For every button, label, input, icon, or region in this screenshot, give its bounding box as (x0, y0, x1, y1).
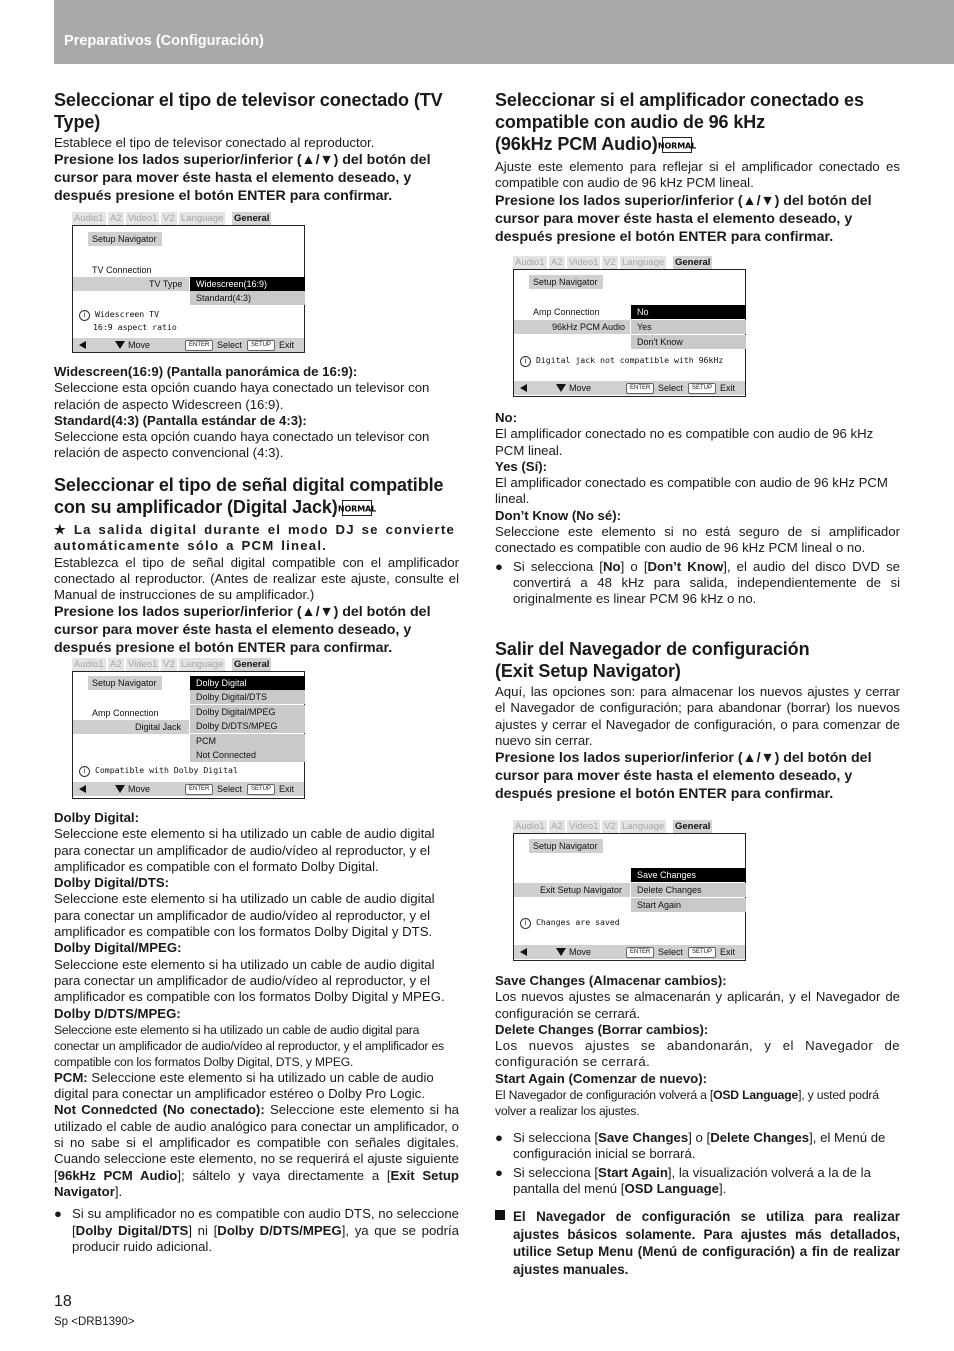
tv-type-intro: Establece el tipo de televisor conectado al reproductor. (54, 135, 375, 150)
svg-text:NORMAL: NORMAL (337, 504, 376, 514)
exit-intro: Aquí, las opciones son: para almacenar los nuevos ajustes y cerrar el Navegador de configuración; para abandonar (borrar) los nuevos ajustes y cerrar el Navegador de configuración, o para comenzar de nuevo sin cerrar. (495, 684, 900, 748)
def-desc: El amplificador conectado no es compatible con audio de 96 kHz PCM lineal. (495, 426, 874, 458)
bullet-text: Si su amplificador no es compatible con audio DTS, no seleccione [ (72, 1206, 459, 1238)
bullet-text: ], el audio del disco DVD se convertirá a 48 kHz para salida, independientemente de si originalmente es linear PCM 96 kHz o no. (513, 558, 900, 607)
info-icon: i (79, 310, 90, 321)
tab-a2: A2 (551, 257, 563, 268)
tab-a2: A2 (110, 213, 122, 224)
dj-intro: Establezca el tipo de señal digital compatible con el amplificador conectado al reproductor. (Antes de realizar este ajuste, consulte el Manual de instrucciones de su amplificador.) (54, 554, 459, 603)
tab-v2: V2 (163, 213, 175, 224)
osd-option: Don't Know (631, 335, 746, 349)
tab-language: Language (622, 821, 665, 832)
def-desc: Seleccione este elemento si ha utilizado un cable de audio digital para conectar un amplificador de audio/vídeo al reproductor, y el amplificador es compatible con los formatos Dolby Digital y DTS. (54, 891, 435, 940)
osd-body (513, 269, 746, 397)
info-icon: i (520, 356, 531, 367)
osd-info-text: Changes are saved (535, 917, 620, 927)
left-arrow-icon (520, 384, 527, 392)
tv-type-instruction: Presione los lados superior/inferior (▲/▼) del botón del cursor para mover éste hasta el elemento deseado, y después presione el botón ENTER para confirmar. (54, 152, 431, 205)
menu-ref: OSD Language (713, 1088, 799, 1103)
osd-exit: Exit (720, 383, 736, 393)
title-line1: Seleccionar el tipo de señal digital compatible (54, 475, 444, 495)
exit-instruction: Presione los lados superior/inferior (▲/▼) del botón del cursor para mover éste hasta el elemento deseado, y después presione el botón ENTER para confirmar. (495, 750, 872, 803)
osd-option: Standard(4:3) (190, 291, 305, 305)
osd-info (520, 916, 620, 929)
tab-audio1: Audio1 (515, 821, 545, 832)
pcm96-definitions (495, 410, 900, 608)
osd-info-text: Digital jack not compatible with 96kHz (535, 355, 724, 365)
osd-info (79, 764, 238, 777)
menu-ref: Save Changes (598, 1130, 689, 1146)
bullet-text: ], ya que se podría producir ruido adicional. (72, 1222, 460, 1254)
osd-select: Select (217, 340, 243, 350)
osd-move: Move (569, 383, 592, 393)
osd-info (520, 354, 723, 367)
osd-info (79, 308, 177, 334)
osd-body (513, 833, 746, 961)
tab-v2: V2 (604, 257, 616, 268)
tv-type-title: Seleccionar el tipo de televisor conectado (TV Type) (54, 90, 443, 132)
tab-video1: Video1 (569, 257, 599, 268)
title-line1: Salir del Navegador de configuración (495, 639, 810, 659)
osd-option: PCM (190, 734, 305, 748)
osd-option: Start Again (631, 898, 746, 912)
setup-key: SETUP (247, 784, 275, 795)
osd-option: Delete Changes (631, 883, 746, 897)
def-term: Dolby D/DTS/MPEG: (54, 1005, 181, 1021)
dj-instruction: Presione los lados superior/inferior (▲/▼) del botón del cursor para mover éste hasta el elemento deseado, y después presione el botón ENTER para confirmar. (54, 604, 431, 657)
tab-general: General (675, 257, 711, 268)
osd-tabs (513, 818, 746, 834)
bullet-icon: ● (495, 558, 503, 574)
def-term: Delete Changes (Borrar cambios): (495, 1021, 709, 1037)
tab-general: General (675, 821, 711, 832)
def-desc: Seleccione esta opción cuando haya conectado un televisor con relación de aspecto convencional (4:3). (54, 429, 430, 461)
exit-definitions (495, 973, 900, 1278)
tab-general: General (234, 213, 270, 224)
normal-badge-icon (337, 500, 376, 516)
menu-ref: Dolby D/DTS/MPEG (217, 1222, 342, 1238)
osd-option: Dolby Digital/DTS (190, 690, 305, 704)
def-desc: ]. (114, 1183, 123, 1199)
bullet-text: ] o [ (620, 558, 648, 574)
digital-jack-screen (72, 656, 305, 800)
osd-item-label: 96kHz PCM Audio (552, 322, 626, 332)
pcm96-section (495, 89, 900, 246)
tab-v2: V2 (604, 821, 616, 832)
title-line1: Seleccionar si el amplificador conectado es (495, 90, 864, 110)
bullet-icon: ● (495, 1164, 503, 1180)
osd-move: Move (569, 947, 592, 957)
osd-item-label: Exit Setup Navigator (540, 885, 623, 895)
bullet-text: Si selecciona [ (513, 558, 603, 574)
osd-item-label: TV Type (149, 279, 183, 289)
tab-video1: Video1 (128, 659, 158, 670)
osd-nav-label: Setup Navigator (533, 277, 598, 287)
menu-ref: Exit Setup Navigator (54, 1167, 459, 1199)
def-term: Dolby Digital: (54, 810, 139, 825)
exit-bullet-1 (495, 1130, 900, 1163)
menu-ref: No (602, 558, 621, 574)
digital-jack-definitions (54, 810, 459, 1255)
def-desc: Los nuevos ajustes se abandonarán, y el Navegador de configuración se cerrará. (495, 1038, 900, 1070)
tab-v2: V2 (163, 659, 175, 670)
exit-section (495, 638, 900, 803)
down-arrow-icon (115, 785, 125, 793)
osd-select: Select (217, 784, 243, 794)
header-banner (54, 0, 954, 64)
osd-exit: Exit (720, 947, 736, 957)
dts-bullet (54, 1206, 459, 1255)
def-term: Save Changes (Almacenar cambios): (495, 973, 727, 988)
def-term: Standard(4:3) (Pantalla estándar de 4:3): (54, 412, 307, 428)
tab-audio1: Audio1 (74, 213, 104, 224)
bullet-text: ], el Menú de configuración inicial se borrará. (513, 1130, 886, 1162)
square-bullet-icon (495, 1210, 505, 1220)
down-arrow-icon (556, 948, 566, 956)
osd-option-selected: Save Changes (631, 868, 746, 882)
left-arrow-icon (79, 341, 86, 349)
osd-move: Move (128, 340, 151, 350)
setup-key: SETUP (688, 383, 716, 394)
osd-exit: Exit (279, 340, 295, 350)
setup-key: SETUP (247, 340, 275, 351)
tab-language: Language (622, 257, 665, 268)
osd-body (72, 225, 305, 353)
def-term: PCM: (54, 1069, 88, 1085)
osd-group-label: Amp Connection (92, 708, 159, 718)
pcm96-instruction: Presione los lados superior/inferior (▲/▼) del botón del cursor para mover éste hasta el elemento deseado, y después presione el botón ENTER para confirmar. (495, 192, 872, 245)
osd-option: Dolby Digital/MPEG (190, 705, 305, 719)
tab-a2: A2 (551, 821, 563, 832)
def-desc: Seleccione este elemento si ha utilizado un cable de audio digital para conectar un amplificador de audio/vídeo al reproductor, y el amplificador es compatible con el formato Dolby Digital. (54, 826, 435, 874)
down-arrow-icon (556, 384, 566, 392)
def-desc: El amplificador conectado es compatible con audio de 96 kHz PCM lineal. (495, 475, 888, 507)
section-title: Preparativos (Configuración) (64, 33, 264, 49)
enter-key: ENTER (626, 383, 654, 394)
info-icon: i (79, 766, 90, 777)
osd-nav-label: Setup Navigator (92, 234, 157, 244)
pcm96-screen (513, 254, 746, 398)
osd-option: Yes (631, 320, 746, 334)
exit-screen (513, 818, 746, 962)
bullet-text: ] ni [ (188, 1222, 218, 1238)
menu-ref: OSD Language (624, 1180, 719, 1196)
osd-group-label: Amp Connection (533, 307, 600, 317)
enter-key: ENTER (185, 340, 213, 351)
bullet-text: Si selecciona [ (513, 1130, 599, 1146)
exit-bullet-2 (495, 1165, 900, 1198)
menu-ref: Delete Changes (710, 1130, 810, 1146)
menu-ref: Dolby Digital/DTS (75, 1222, 189, 1238)
osd-info-line1: Widescreen TV (94, 309, 160, 319)
start-again-desc (495, 1087, 900, 1119)
tab-general: General (234, 659, 270, 670)
page-number: 18 (54, 1293, 72, 1310)
osd-option: Not Connected (190, 748, 305, 762)
osd-footer (73, 338, 304, 352)
osd-info-text: Compatible with Dolby Digital (94, 765, 238, 775)
def-term: Start Again (Comenzar de nuevo): (495, 1070, 707, 1086)
note-text: El Navegador de configuración se utiliza para realizar ajustes básicos solamente. Para ajustes más detallados, utilice Setup Menu (Menú de configuración) a fin de realizar ajustes manuales. (513, 1209, 900, 1277)
tab-audio1: Audio1 (74, 659, 104, 670)
def-term: Yes (Sí): (495, 458, 548, 474)
osd-select: Select (658, 383, 684, 393)
def-desc: Seleccione esta opción cuando haya conectado un televisor con relación de aspecto Widescreen (16:9). (54, 380, 430, 412)
osd-body (72, 671, 305, 799)
tv-type-screen (72, 210, 305, 354)
bullet-text: ] o [ (688, 1130, 711, 1146)
def-desc: Seleccione este elemento si ha utilizado un cable de audio digital para conectar un amplificador estéreo o Dolby Pro Logic. (54, 1069, 434, 1102)
osd-tabs (72, 656, 305, 672)
pcm96-title (495, 89, 900, 155)
def-desc: ]; sáltelo y vaya directamente a [ (177, 1167, 391, 1183)
osd-footer (73, 782, 304, 796)
osd-option-selected: Dolby Digital (190, 676, 305, 690)
osd-item-label: Digital Jack (135, 722, 182, 732)
def-desc: El Navegador de configuración volverá a [ (495, 1088, 714, 1103)
osd-option: Dolby D/DTS/MPEG (190, 719, 305, 733)
title-line2: compatible con audio de 96 kHz (495, 112, 766, 132)
tab-language: Language (181, 213, 224, 224)
svg-text:NORMAL: NORMAL (657, 141, 696, 151)
def-desc: Seleccione este elemento si ha utilizado el cable de audio analógico para conectar un amplificador, o si no sabe si el amplificador es compatible con señales digitales. Cuando seleccione este elemento, no se requerirá el ajuste siguiente [ (54, 1102, 459, 1183)
def-term: Not Connedcted (No conectado): (54, 1102, 265, 1118)
left-arrow-icon (79, 785, 86, 793)
tab-video1: Video1 (569, 821, 599, 832)
bullet-icon: ● (54, 1206, 62, 1222)
info-icon: i (520, 918, 531, 929)
tv-type-definitions (54, 364, 459, 462)
pcm96-intro: Ajuste este elemento para reflejar si el amplificador conectado es compatible con audio de 96 kHz PCM lineal. (495, 159, 900, 191)
osd-option-selected: Widescreen(16:9) (190, 277, 305, 291)
normal-badge-icon (657, 137, 696, 153)
def-desc: Seleccione este elemento si no está seguro de si amplificador conectado es compatible con audio de 96 kHz PCM lineal o no. (495, 524, 900, 556)
tab-video1: Video1 (128, 213, 158, 224)
left-arrow-icon (520, 948, 527, 956)
tv-type-section (54, 89, 459, 205)
def-term: No: (495, 410, 517, 425)
document-code: Sp <DRB1390> (54, 1316, 135, 1328)
def-term: Don’t Know (No sé): (495, 507, 621, 523)
menu-ref: Start Again (598, 1164, 668, 1180)
title-line2: (Exit Setup Navigator) (495, 661, 681, 681)
not-connected-definition (54, 1102, 459, 1200)
def-desc: Seleccione este elemento si ha utilizado un cable de audio digital para conectar un amplificador de audio/vídeo al reproductor, y el amplificador es compatible con los formatos Dolby Digital, DTS, y MPEG. (54, 1022, 444, 1069)
title-line2: con su amplificador (Digital Jack) (54, 497, 338, 517)
bullet-icon: ● (495, 1130, 503, 1146)
osd-select: Select (658, 947, 684, 957)
bullet-text: Si selecciona [ (513, 1164, 599, 1180)
exit-title (495, 638, 900, 682)
dj-star-note: ★ La salida digital durante el modo DJ se convierte automáticamente sólo a PCM lineal. (54, 522, 456, 554)
osd-nav-label: Setup Navigator (533, 841, 598, 851)
digital-jack-title (54, 474, 459, 518)
menu-ref: 96kHz PCM Audio (57, 1167, 178, 1183)
osd-move: Move (128, 784, 151, 794)
enter-key: ENTER (185, 784, 213, 795)
osd-nav-label: Setup Navigator (92, 678, 157, 688)
osd-group-label: TV Connection (92, 265, 152, 275)
tab-audio1: Audio1 (515, 257, 545, 268)
def-term: Dolby Digital/DTS: (54, 875, 170, 891)
osd-option-selected: No (631, 305, 746, 319)
final-note (495, 1208, 900, 1278)
bullet-text: ]. (718, 1180, 727, 1196)
pcm96-bullet (495, 559, 900, 608)
setup-key: SETUP (688, 947, 716, 958)
osd-tabs (72, 210, 305, 226)
bullet-text: ], la visualización volverá a la de la pantalla del menú [ (513, 1164, 871, 1196)
tab-language: Language (181, 659, 224, 670)
digital-jack-section (54, 474, 459, 657)
osd-footer (514, 945, 745, 959)
tab-a2: A2 (110, 659, 122, 670)
osd-tabs (513, 254, 746, 270)
def-term: Widescreen(16:9) (Pantalla panorámica de 16:9): (54, 364, 358, 379)
pcm-definition (54, 1070, 459, 1103)
menu-ref: Don’t Know (647, 558, 724, 574)
down-arrow-icon (115, 341, 125, 349)
def-desc: ], y usted podrá volver a realizar los ajustes. (495, 1088, 879, 1119)
title-line3: (96kHz PCM Audio) (495, 134, 658, 154)
osd-info-line2: 16:9 aspect ratio (93, 322, 177, 332)
osd-footer (514, 381, 745, 395)
def-desc: Los nuevos ajustes se almacenarán y aplicarán, y el Navegador de configuración se cerrará. (495, 989, 900, 1021)
osd-exit: Exit (279, 784, 295, 794)
def-term: Dolby Digital/MPEG: (54, 940, 182, 956)
def-desc: Seleccione este elemento si ha utilizado un cable de audio digital para conectar un amplificador de audio/vídeo al reproductor, y el amplificador es compatible con los formatos Dolby Digital y MPEG. (54, 956, 445, 1005)
enter-key: ENTER (626, 947, 654, 958)
